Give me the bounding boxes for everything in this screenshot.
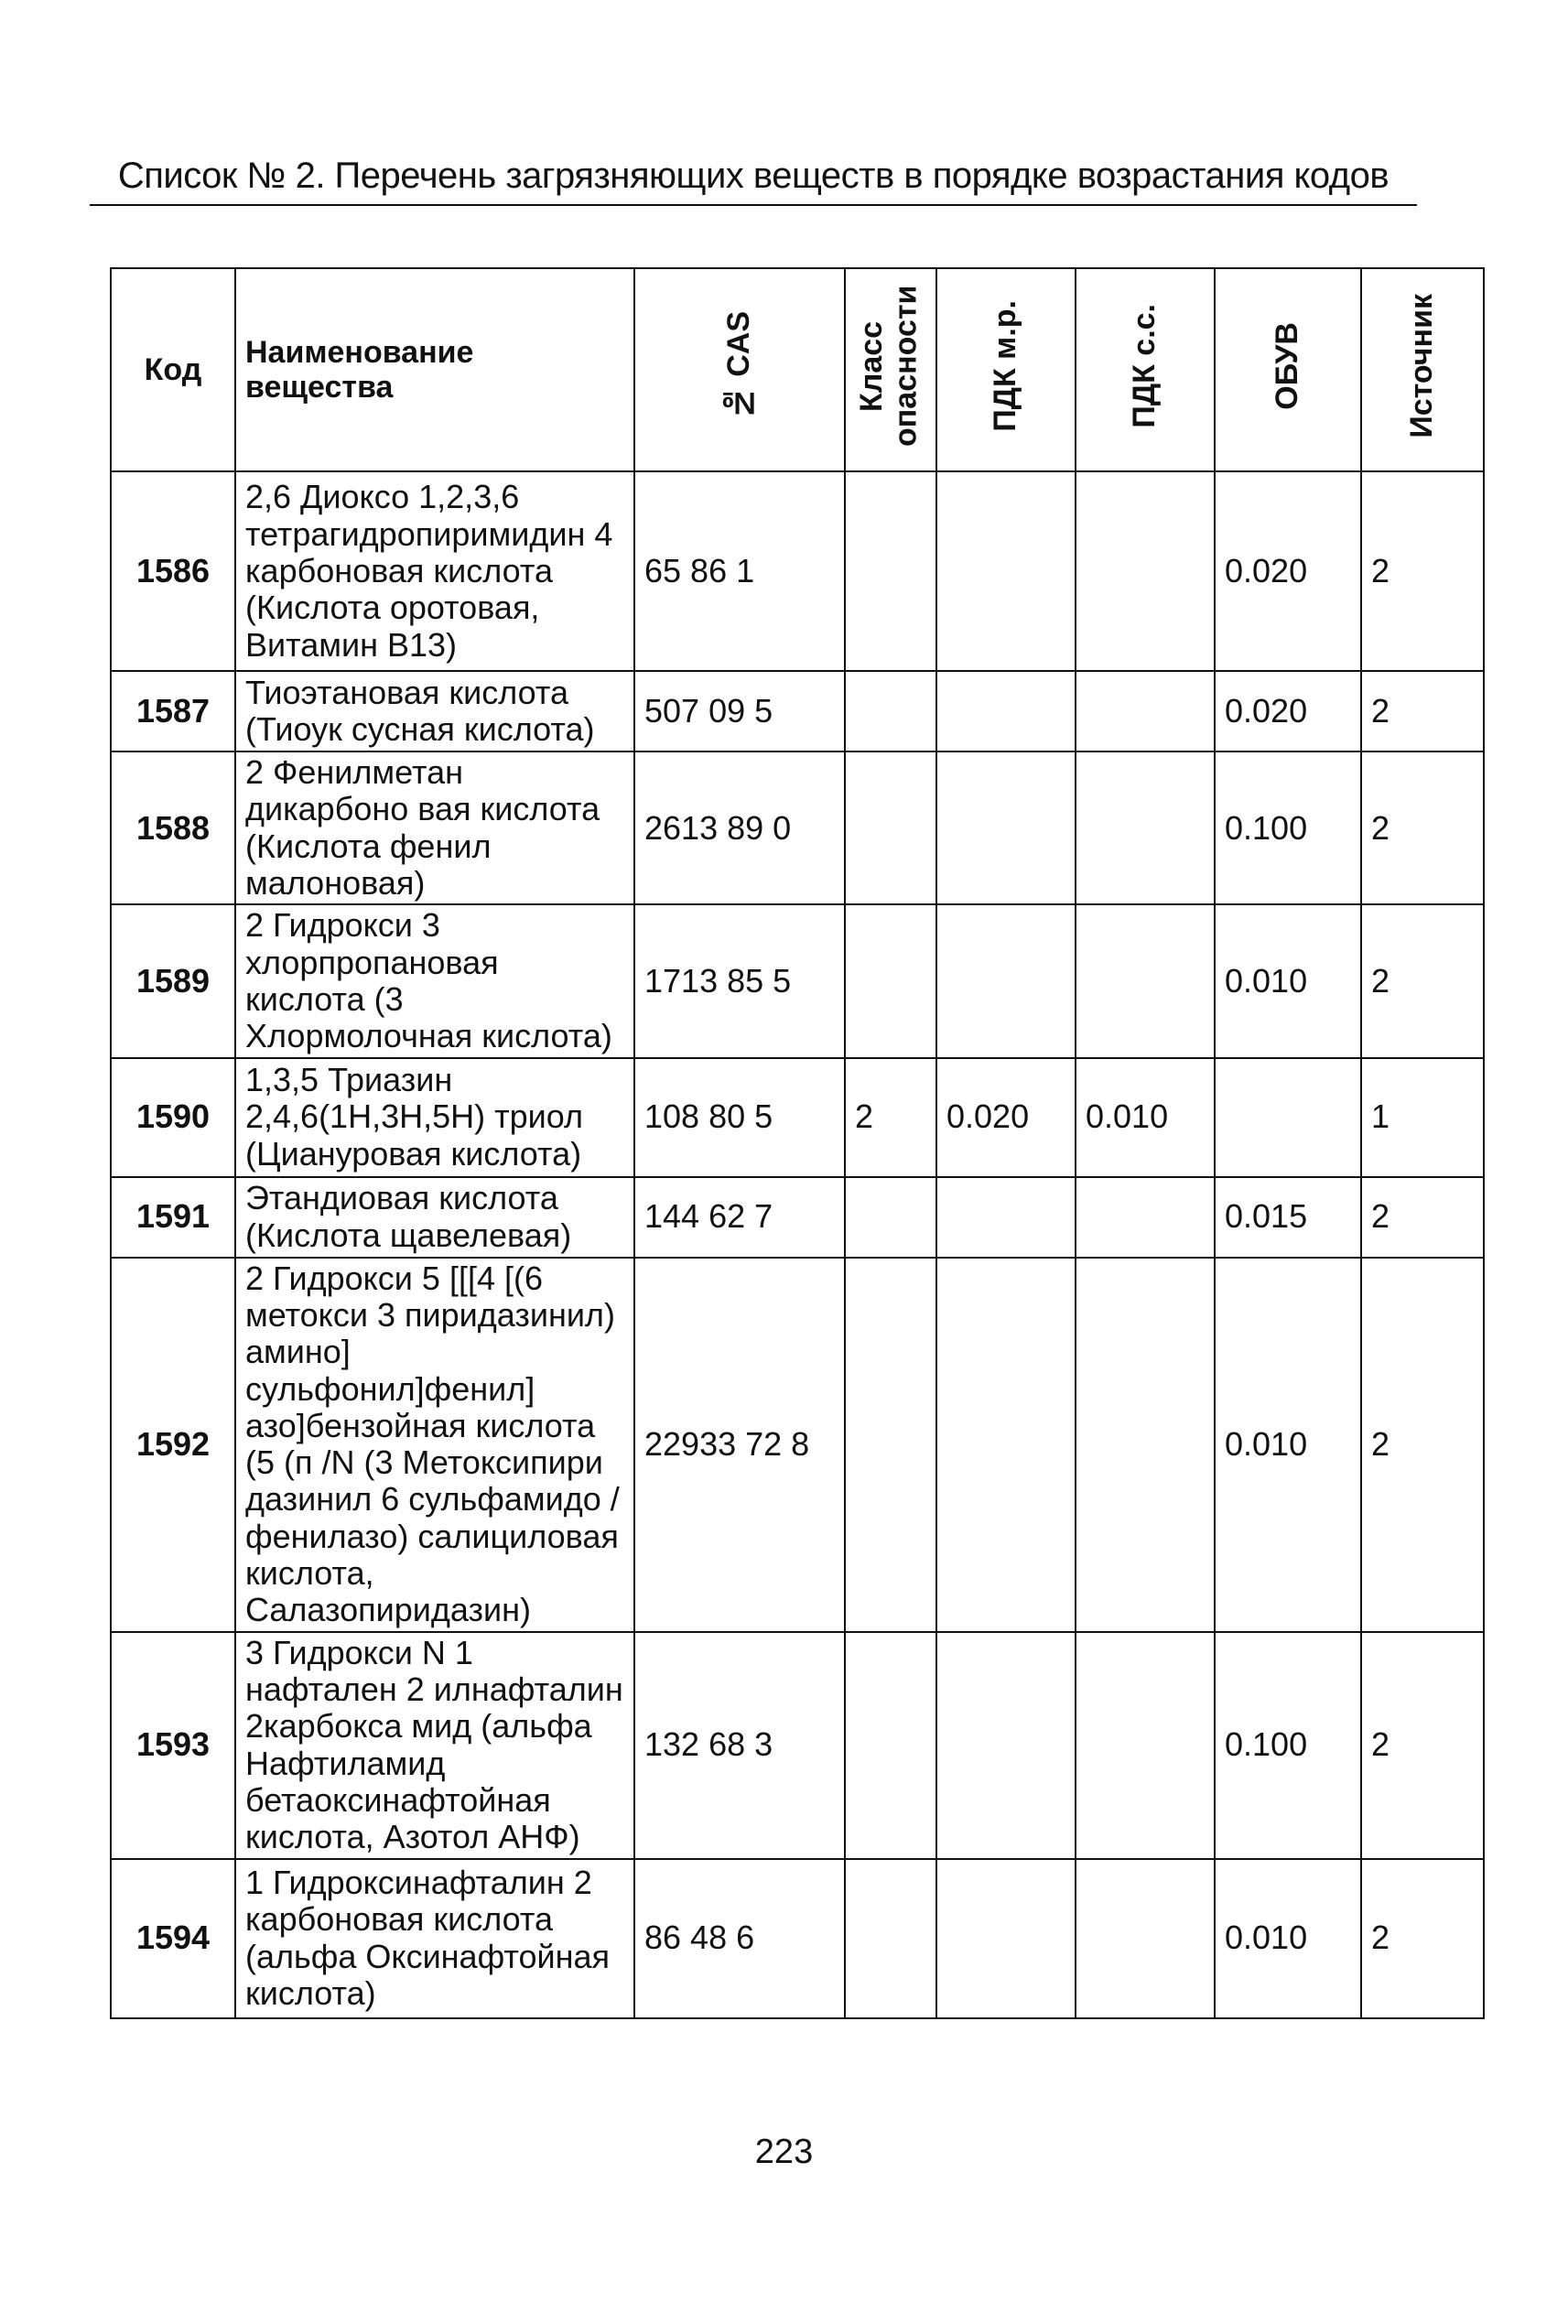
cell-pdk-mr — [936, 1632, 1076, 1859]
cell-pdk-ss — [1076, 751, 1215, 904]
cell-code: 1591 — [111, 1177, 235, 1258]
cell-name: Этандиовая кислота (Кислота щавелевая) — [235, 1177, 634, 1258]
cell-hazard-class: 2 — [845, 1058, 936, 1177]
cell-obuv: 0.010 — [1215, 1859, 1361, 2018]
cell-cas: 108 80 5 — [634, 1058, 845, 1177]
cell-source: 2 — [1361, 1859, 1484, 2018]
column-header-pdk-ss — [1076, 268, 1215, 471]
cell-hazard-class — [845, 1258, 936, 1632]
cell-name: 1 Гидроксинафталин 2 карбоновая кислота (альфа Оксинафтойная кислота) — [235, 1859, 634, 2018]
cell-pdk-ss: 0.010 — [1076, 1058, 1215, 1177]
cell-code: 1593 — [111, 1632, 235, 1859]
cell-hazard-class — [845, 671, 936, 751]
cell-hazard-class — [845, 471, 936, 671]
cell-hazard-class — [845, 1177, 936, 1258]
column-header-cas-label: № CAS — [721, 311, 757, 421]
table-row — [111, 904, 1484, 1057]
column-header-obuv — [1215, 268, 1361, 471]
cell-hazard-class — [845, 904, 936, 1057]
table-row — [111, 1177, 1484, 1258]
cell-source: 2 — [1361, 671, 1484, 751]
cell-cas: 1713 85 5 — [634, 904, 845, 1057]
cell-pdk-ss — [1076, 1258, 1215, 1632]
column-header-hazard-class-label: Класс опасности — [854, 285, 924, 448]
page-title: Список № 2. Перечень загрязняющих веществ в порядке возрастания кодов — [90, 156, 1417, 206]
cell-code: 1592 — [111, 1258, 235, 1632]
column-header-cas — [634, 268, 845, 471]
column-header-pdk-ss-label: ПДК с.с. — [1127, 304, 1162, 428]
cell-obuv: 0.020 — [1215, 471, 1361, 671]
cell-cas: 144 62 7 — [634, 1177, 845, 1258]
cell-obuv: 0.100 — [1215, 751, 1361, 904]
cell-hazard-class — [845, 1859, 936, 2018]
cell-code: 1587 — [111, 671, 235, 751]
column-header-source-label: Источник — [1404, 294, 1440, 438]
table-row — [111, 751, 1484, 904]
cell-obuv: 0.020 — [1215, 671, 1361, 751]
cell-hazard-class — [845, 751, 936, 904]
cell-cas: 2613 89 0 — [634, 751, 845, 904]
cell-pdk-mr — [936, 1859, 1076, 2018]
table-row — [111, 671, 1484, 751]
cell-hazard-class — [845, 1632, 936, 1859]
column-header-code: Код — [111, 268, 235, 471]
cell-pdk-ss — [1076, 1632, 1215, 1859]
table-row — [111, 471, 1484, 671]
cell-source: 2 — [1361, 751, 1484, 904]
substances-table — [110, 267, 1485, 2019]
cell-name: 2,6 Диоксо 1,2,3,6 тетрагидропиримидин 4 карбоновая кислота (Кислота оротовая, Витамин B13) — [235, 471, 634, 671]
cell-pdk-ss — [1076, 904, 1215, 1057]
cell-source: 2 — [1361, 471, 1484, 671]
cell-pdk-ss — [1076, 1859, 1215, 2018]
cell-cas: 507 09 5 — [634, 671, 845, 751]
table-row — [111, 1859, 1484, 2018]
cell-pdk-mr — [936, 671, 1076, 751]
cell-pdk-ss — [1076, 671, 1215, 751]
table-row — [111, 1058, 1484, 1177]
cell-obuv: 0.010 — [1215, 904, 1361, 1057]
column-header-source — [1361, 268, 1484, 471]
column-header-pdk-mr — [936, 268, 1076, 471]
cell-source: 2 — [1361, 1177, 1484, 1258]
cell-obuv: 0.015 — [1215, 1177, 1361, 1258]
cell-pdk-mr — [936, 751, 1076, 904]
cell-name: Тиоэтановая кислота (Тиоук сусная кислота) — [235, 671, 634, 751]
cell-code: 1586 — [111, 471, 235, 671]
cell-code: 1588 — [111, 751, 235, 904]
cell-pdk-mr: 0.020 — [936, 1058, 1076, 1177]
column-header-hazard-class — [845, 268, 936, 471]
cell-cas: 132 68 3 — [634, 1632, 845, 1859]
cell-obuv — [1215, 1058, 1361, 1177]
table-row — [111, 1258, 1484, 1632]
cell-cas: 86 48 6 — [634, 1859, 845, 2018]
cell-pdk-mr — [936, 904, 1076, 1057]
page-number: 223 — [754, 2133, 814, 2171]
cell-source: 2 — [1361, 1632, 1484, 1859]
cell-pdk-mr — [936, 1258, 1076, 1632]
cell-obuv: 0.010 — [1215, 1258, 1361, 1632]
table-row — [111, 1632, 1484, 1859]
cell-pdk-ss — [1076, 471, 1215, 671]
cell-name: 2 Гидрокси 3 хлорпропановая кислота (3 Хлормолочная кислота) — [235, 904, 634, 1057]
cell-pdk-ss — [1076, 1177, 1215, 1258]
column-header-name: Наименование вещества — [235, 268, 634, 471]
cell-source: 1 — [1361, 1058, 1484, 1177]
cell-name: 2 Фенилметан дикарбоно вая кислота (Кислота фенил малоновая) — [235, 751, 634, 904]
cell-code: 1594 — [111, 1859, 235, 2018]
cell-source: 2 — [1361, 904, 1484, 1057]
column-header-pdk-mr-label: ПДК м.р. — [988, 300, 1023, 432]
cell-name: 3 Гидрокси N 1 нафтален 2 илнафталин 2карбокса мид (альфа Нафтиламид бетаоксинафтойная кислота, Азотол АНФ) — [235, 1632, 634, 1859]
cell-cas: 65 86 1 — [634, 471, 845, 671]
cell-cas: 22933 72 8 — [634, 1258, 845, 1632]
cell-pdk-mr — [936, 471, 1076, 671]
cell-source: 2 — [1361, 1258, 1484, 1632]
cell-name: 1,3,5 Триазин 2,4,6(1H,3H,5H) триол (Циануровая кислота) — [235, 1058, 634, 1177]
table-header-row — [111, 268, 1484, 471]
cell-name: 2 Гидрокси 5 [[[4 [(6 метокси 3 пиридазинил) амино] сульфонил]фенил] азо]бензойная кислота (5 (п /N (3 Метоксипири дазинил 6 сульфамидо /фенилазо) салициловая кислота, Салазопиридазин) — [235, 1258, 634, 1632]
cell-obuv: 0.100 — [1215, 1632, 1361, 1859]
cell-pdk-mr — [936, 1177, 1076, 1258]
column-header-obuv-label: ОБУВ — [1270, 322, 1305, 410]
cell-code: 1590 — [111, 1058, 235, 1177]
cell-code: 1589 — [111, 904, 235, 1057]
